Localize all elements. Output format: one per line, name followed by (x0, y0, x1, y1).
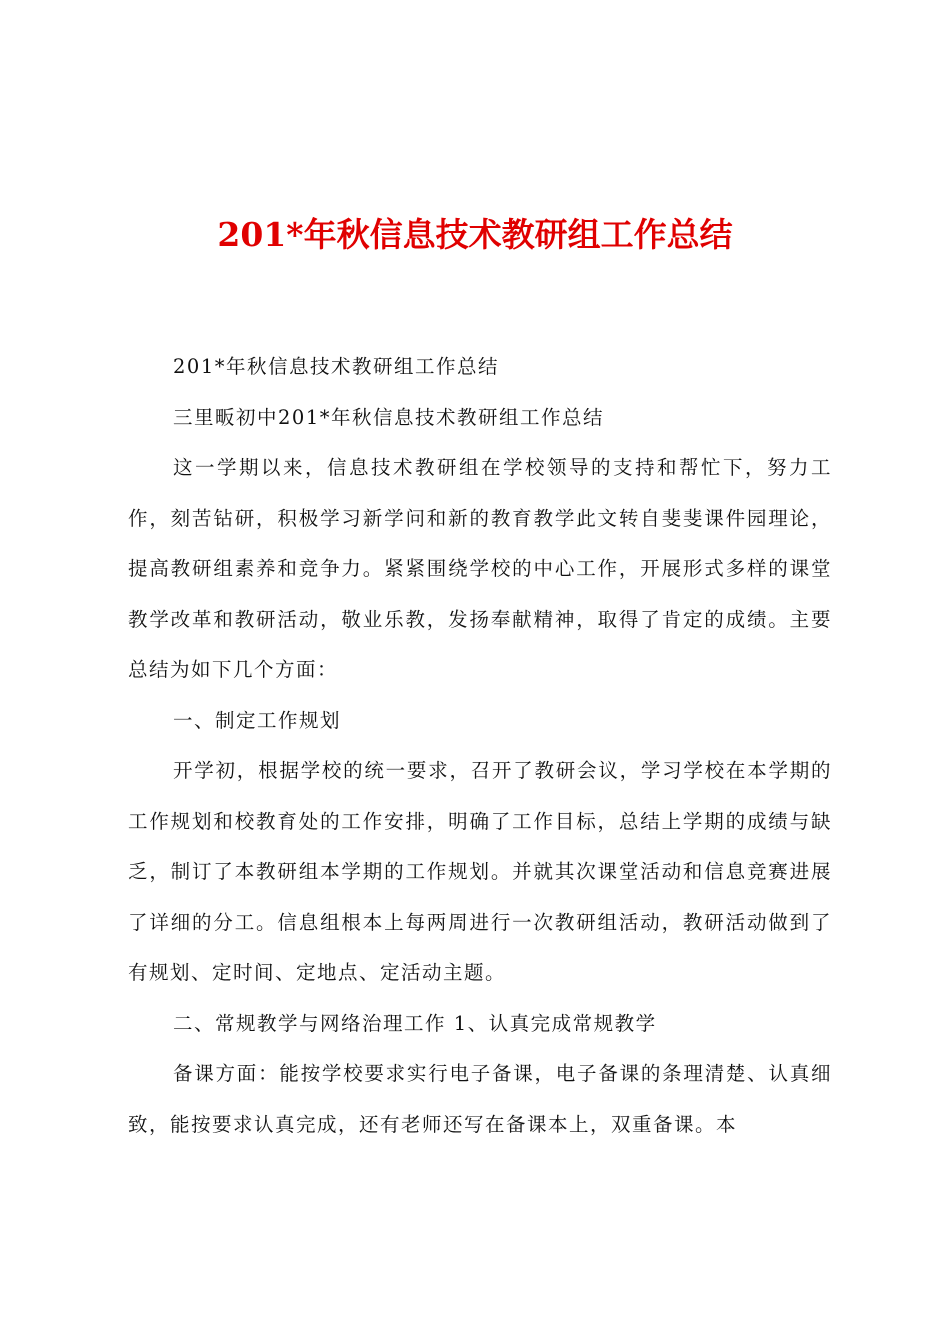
section-heading-2: 二、常规教学与网络治理工作 1、认真完成常规教学 (173, 1011, 657, 1035)
document-body (128, 342, 832, 1150)
section-heading-1: 一、制定工作规划 (173, 708, 342, 732)
paragraph-school-title: 三里畈初中201*年秋信息技术教研组工作总结 (173, 405, 604, 429)
paragraph-subtitle: 201*年秋信息技术教研组工作总结 (173, 355, 499, 378)
paragraph-intro: 这一学期以来，信息技术教研组在学校领导的支持和帮忙下，努力工作，刻苦钻研，积极学习新学问和新的教育教学此文转自斐斐课件园理论，提高教研组素养和竞争力。紧紧围绕学校的中心工作，开展形式多样的课堂教学改革和教研活动，敬业乐教，发扬奉献精神，取得了肯定的成绩。主要总结为如下几个方面： (128, 456, 832, 681)
document-title: 201*年秋信息技术教研组工作总结 (217, 215, 733, 254)
paragraph-lesson-prep: 备课方面：能按学校要求实行电子备课，电子备课的条理清楚、认真细致，能按要求认真完成，还有老师还写在备课本上，双重备课。本 (128, 1062, 832, 1136)
paragraph-planning: 开学初，根据学校的统一要求，召开了教研会议，学习学校在本学期的工作规划和校教育处的工作安排，明确了工作目标，总结上学期的成绩与缺乏，制订了本教研组本学期的工作规划。并就其次课堂活动和信息竞赛进展了详细的分工。信息组根本上每两周进行一次教研组活动，教研活动做到了有规划、定时间、定地点、定活动主题。 (128, 759, 832, 984)
